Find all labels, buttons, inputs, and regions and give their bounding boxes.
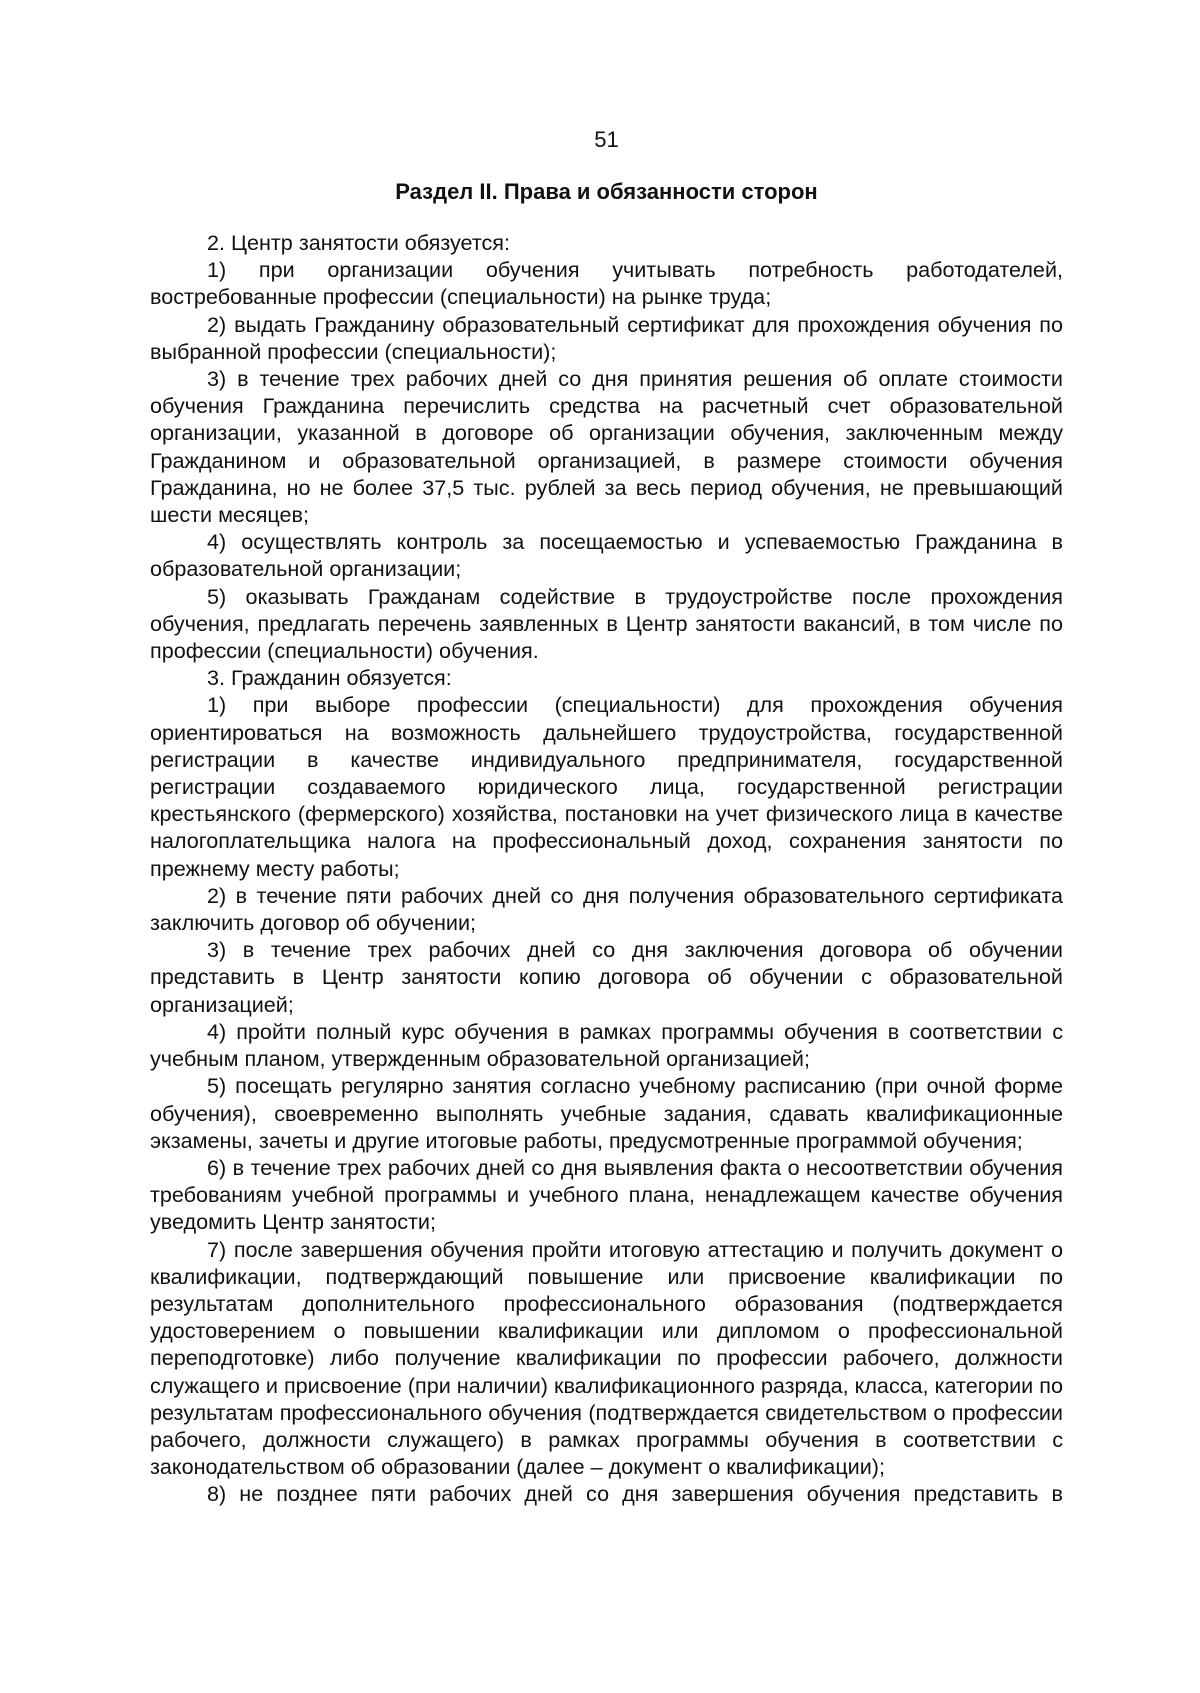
paragraph-center-item-1: 1) при организации обучения учитывать потребность работодателей, востребованные профессии (специальности) на рынке труда; — [150, 257, 1063, 310]
paragraph-center-item-3: 3) в течение трех рабочих дней со дня принятия решения об оплате стоимости обучения Гражданина перечислить средства на расчетный счет образовательной организации, указанной в договоре об организации обучения, заключенным между Гражданином и образовательной организацией, в размере стоимости обучения Гражданина, но не более 37,5 тыс. рублей за весь период обучения, не превышающий шести месяцев; — [150, 366, 1063, 528]
paragraph-center-item-4: 4) осуществлять контроль за посещаемостью и успеваемостью Гражданина в образовательной организации; — [150, 529, 1063, 582]
paragraph-center-item-2: 2) выдать Гражданину образовательный сертификат для прохождения обучения по выбранной профессии (специальности); — [150, 311, 1063, 364]
paragraph-citizen-item-2: 2) в течение пяти рабочих дней со дня получения образовательного сертификата заключить договор об обучении; — [150, 882, 1063, 936]
page-number: 51 — [594, 127, 619, 152]
paragraph-center-obligations-heading: 2. Центр занятости обязуется: — [207, 230, 510, 255]
paragraph-citizen-item-7: 7) после завершения обучения пройти итоговую аттестацию и получить документ о квалификации, подтверждающий повышение или присвоение квалификации по результатам дополнительного профессионального образования (подтверждается удостоверением о повышении квалификации или дипломом о профессиональной переподготовке) либо получение квалификации по профессии рабочего, должности служащего и присвоение (при наличии) квалификационного разряда, класса, категории по результатам профессионального обучения (подтверждается свидетельством о профессии рабочего, должности служащего) в рамках программы обучения в соответствии с законодательством об образовании (далее – документ о квалификации); — [150, 1236, 1063, 1480]
paragraph-citizen-item-8: 8) не позднее пяти рабочих дней со дня завершения обучения представить в — [207, 1481, 1063, 1507]
section-title: Раздел II. Права и обязанности сторон — [395, 179, 818, 204]
paragraph-citizen-item-3: 3) в течение трех рабочих дней со дня заключения договора об обучении представить в Центр занятости копию договора об обучении с образовательной организацией; — [150, 937, 1063, 1017]
paragraph-citizen-item-1: 1) при выборе профессии (специальности) для прохождения обучения ориентироваться на возможность дальнейшего трудоустройства, государственной регистрации в качестве индивидуального предпринимателя, государственной регистрации создаваемого юридического лица, государственной регистрации крестьянского (фермерского) хозяйства, постановки на учет физического лица в качестве налогоплательщика налога на профессиональный доход, сохранения занятости по прежнему месту работы; — [150, 692, 1063, 881]
body-text — [150, 229, 1063, 1508]
paragraph-citizen-item-6: 6) в течение трех рабочих дней со дня выявления факта о несоответствии обучения требованиям учебной программы и учебного плана, ненадлежащем качестве обучения уведомить Центр занятости; — [150, 1154, 1063, 1235]
paragraph-citizen-item-4: 4) пройти полный курс обучения в рамках программы обучения в соответствии с учебным планом, утвержденным образовательной организацией; — [150, 1018, 1063, 1072]
paragraph-center-item-5: 5) оказывать Гражданам содействие в трудоустройстве после прохождения обучения, предлагать перечень заявленных в Центр занятости вакансий, в том числе по профессии (специальности) обучения. — [150, 583, 1063, 664]
paragraph-citizen-obligations-heading: 3. Гражданин обязуется: — [207, 665, 452, 691]
paragraph-citizen-item-5: 5) посещать регулярно занятия согласно учебному расписанию (при очной форме обучения), своевременно выполнять учебные задания, сдавать квалификационные экзамены, зачеты и другие итоговые работы, предусмотренные программой обучения; — [150, 1073, 1063, 1153]
